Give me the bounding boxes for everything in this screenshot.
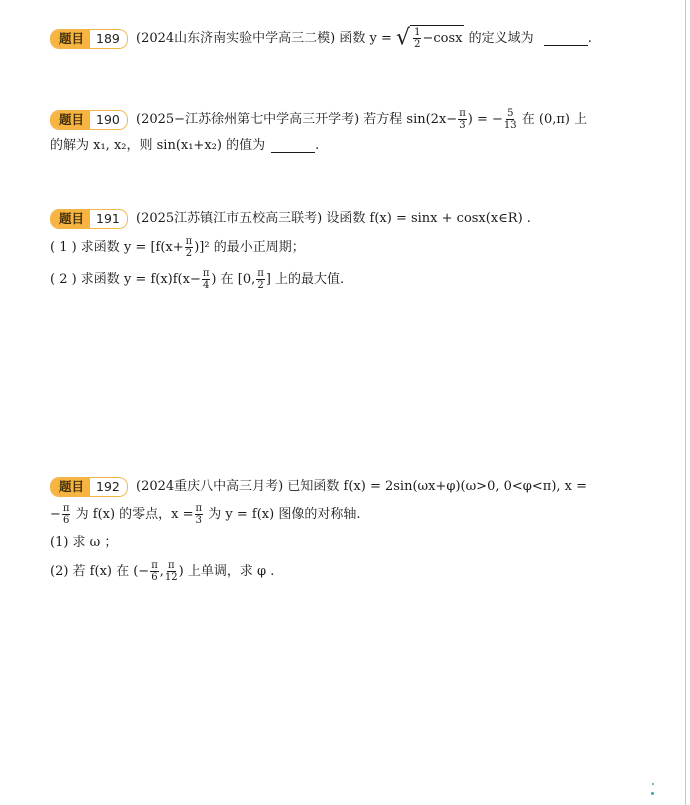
badge-number: 191 bbox=[90, 210, 127, 228]
problem-text: 的解为 x₁, x₂，则 sin(x₁+x₂) 的值为 bbox=[50, 138, 266, 153]
problem-text: 函数 y = bbox=[339, 31, 392, 46]
badge-tag: 题目 bbox=[51, 478, 90, 496]
problem-191 bbox=[50, 206, 630, 296]
badge-number: 192 bbox=[90, 478, 127, 496]
badge-tag: 题目 bbox=[51, 210, 90, 228]
answer-blank bbox=[271, 138, 315, 153]
badge-tag: 题目 bbox=[51, 111, 90, 129]
problem-line: − $\frac{\pi}{6}$ 为 f(x) 的零点，x = $\frac{\pi}{3}$ 为 y = f(x) 图像的对称轴. bbox=[50, 503, 361, 526]
fraction: $\frac{\pi}{3}$ bbox=[459, 108, 466, 131]
problem-source: (2025江苏镇江市五校高三联考) bbox=[136, 211, 323, 226]
badge-number: 189 bbox=[90, 30, 127, 48]
page-mark bbox=[652, 783, 654, 785]
subquestion-2: ( 2 ) 求函数 y = f(x)f(x− $\frac{\pi}{4}$ ) 在 [0, $\frac{\pi}{2}$ ] 上的最大值. bbox=[50, 268, 345, 291]
sqrt-symbol: √ bbox=[396, 25, 411, 51]
problem-text: 的定义域为 bbox=[468, 31, 534, 46]
problem-189 bbox=[50, 25, 630, 51]
problem-line bbox=[50, 474, 630, 500]
problem-text: ) = − bbox=[467, 112, 503, 127]
page-mark bbox=[651, 792, 654, 795]
problem-source: (2024重庆八中高三月考) bbox=[136, 479, 284, 494]
problem-line: 题目 189 (2024山东济南实验中学高三二模) 函数 y = √ $\frac{1}{2}$ −cosx 的定义域为 . bbox=[50, 25, 630, 51]
problem-source: (2024山东济南实验中学高三二模) bbox=[136, 31, 336, 46]
problem-line: 的解为 x₁, x₂，则 sin(x₁+x₂) 的值为 . bbox=[50, 138, 320, 153]
badge-number: 190 bbox=[90, 111, 127, 129]
subquestion-1: ( 1 ) 求函数 y = [f(x+ $\frac{\pi}{2}$ )]² 的最小正周期； bbox=[50, 236, 305, 259]
answer-blank bbox=[544, 31, 588, 46]
problem-text: 设函数 f(x) = sinx + cosx(x∈R) . bbox=[326, 211, 531, 226]
problem-badge bbox=[50, 477, 128, 497]
badge-tag: 题目 bbox=[51, 30, 90, 48]
fraction: $\frac{5}{13}$ bbox=[503, 108, 517, 131]
subquestion-1: (1) 求 ω ； bbox=[50, 535, 118, 550]
problem-badge bbox=[50, 29, 128, 49]
problem-text: 在 (0,π) 上 bbox=[521, 112, 588, 127]
problem-text: 已知函数 f(x) = 2sin(ωx+φ)(ω>0, 0<φ<π), x = bbox=[287, 479, 588, 494]
sqrt-radicand: $\frac{1}{2}$ −cosx bbox=[410, 25, 464, 52]
problem-text: 若方程 sin(2x− bbox=[363, 112, 458, 127]
problem-line bbox=[50, 107, 630, 133]
problem-source: (2025−江苏徐州第七中学高三开学考) bbox=[136, 112, 360, 127]
problem-badge bbox=[50, 209, 128, 229]
problem-190 bbox=[50, 107, 630, 159]
problem-192 bbox=[50, 474, 630, 588]
subquestion-2: (2) 若 f(x) 在 (− $\frac{\pi}{6}$ , $\frac{\pi}{12}$ ) 上单调，求 φ . bbox=[50, 560, 275, 583]
problem-line bbox=[50, 206, 630, 232]
page-edge bbox=[685, 0, 686, 805]
problem-badge bbox=[50, 110, 128, 130]
